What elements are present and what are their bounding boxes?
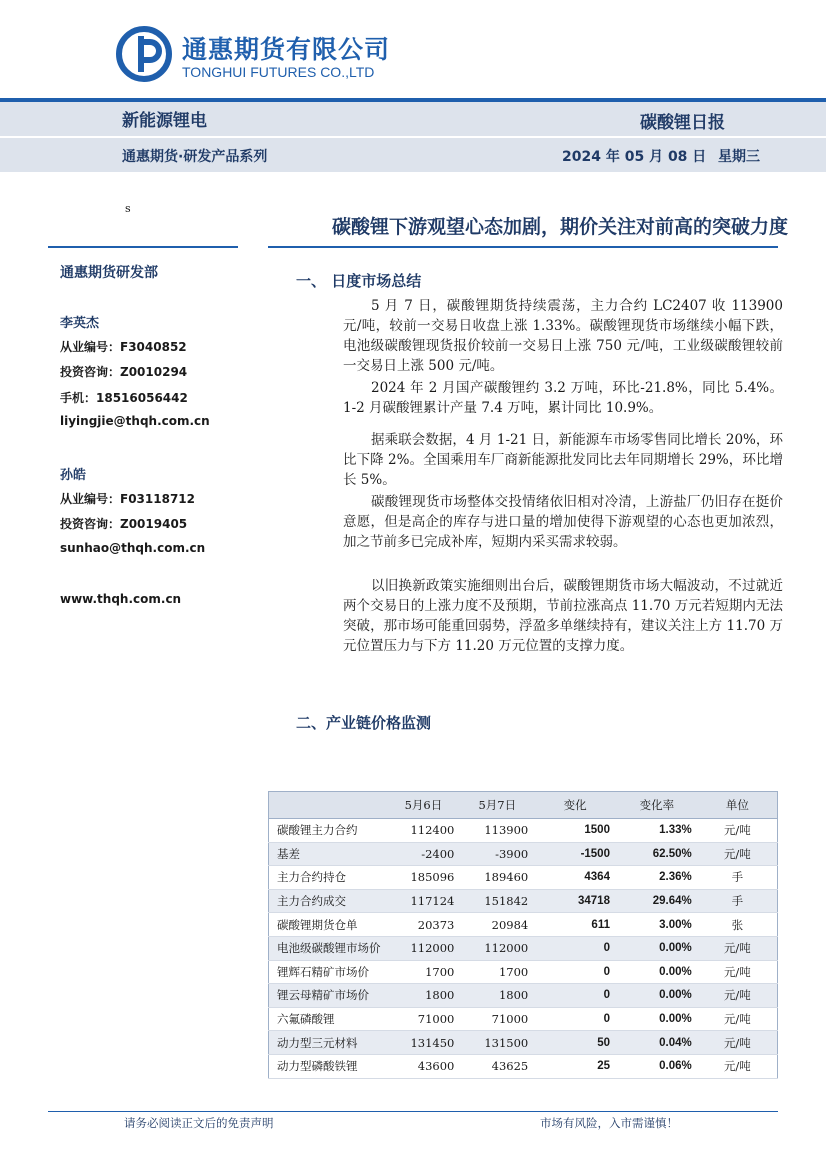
table-cell: 0	[534, 984, 616, 1008]
table-cell: -2400	[387, 842, 461, 866]
table-row	[269, 1054, 778, 1078]
table-cell: 189460	[460, 866, 534, 890]
row-label: 主力合约成交	[269, 889, 387, 913]
table-cell: 20373	[387, 913, 461, 937]
report-weekday: 星期三	[718, 149, 760, 165]
table-cell: 151842	[460, 889, 534, 913]
analyst-name: 孙皓	[60, 468, 87, 483]
row-label: 锂云母精矿市场价	[269, 984, 387, 1008]
report-title: 碳酸锂下游观望心态加剧，期价关注对前高的突破力度	[331, 216, 788, 238]
table-cell: 元/吨	[698, 1031, 778, 1055]
table-cell: 手	[698, 866, 778, 890]
company-logo-icon	[116, 26, 172, 82]
row-label: 电池级碳酸锂市场价	[269, 936, 387, 960]
table-row	[269, 913, 778, 937]
table-row	[269, 866, 778, 890]
table-row	[269, 936, 778, 960]
table-row	[269, 984, 778, 1008]
table-cell: 0.00%	[616, 1007, 698, 1031]
research-dept: 通惠期货研发部	[60, 265, 158, 281]
table-row	[269, 1007, 778, 1031]
table-cell: 117124	[387, 889, 461, 913]
table-cell: 29.64%	[616, 889, 698, 913]
summary-paragraph: 5 月 7 日，碳酸锂期货持续震荡，主力合约 LC2407 收 113900 元/吨，较前一交易日收盘上涨 1.33%。碳酸锂现货市场继续小幅下跌，电池级碳酸锂现货报价较前一交易日上涨 750 元/吨，工业级碳酸锂较前一交易日上涨 500 元/吨。	[343, 298, 783, 374]
analyst-name: 李英杰	[60, 316, 100, 331]
table-row	[269, 889, 778, 913]
report-category: 新能源锂电	[122, 111, 207, 131]
table-cell: 112000	[460, 936, 534, 960]
analyst-email[interactable]: liyingjie@thqh.com.cn	[60, 414, 210, 428]
analyst-license: 从业编号：F3040852	[60, 340, 187, 354]
table-header: 变化率	[616, 792, 698, 819]
table-cell: 2.36%	[616, 866, 698, 890]
risk-warning: 市场有风险，入市需谨慎！	[540, 1116, 678, 1130]
table-cell: 0.06%	[616, 1054, 698, 1078]
row-label: 主力合约持仓	[269, 866, 387, 890]
row-label: 动力型磷酸铁锂	[269, 1054, 387, 1078]
section-heading-price-monitor: 二、产业链价格监测	[296, 714, 432, 732]
summary-paragraph: 据乘联会数据，4 月 1-21 日，新能源车市场零售同比增长 20%，环比下降 2%。全国乘用车厂商新能源批发同比去年同期增长 29%，环比增长 5%。	[343, 432, 783, 488]
footer-rule	[48, 1111, 778, 1112]
table-cell: 185096	[387, 866, 461, 890]
table-cell: 手	[698, 889, 778, 913]
table-cell: -3900	[460, 842, 534, 866]
analyst-advisory: 投资咨询：Z0019405	[60, 517, 188, 531]
table-cell: 131500	[460, 1031, 534, 1055]
table-cell: -1500	[534, 842, 616, 866]
row-label: 基差	[269, 842, 387, 866]
table-cell: 62.50%	[616, 842, 698, 866]
table-cell: 元/吨	[698, 960, 778, 984]
table-cell: 3.00%	[616, 913, 698, 937]
table-cell: 43625	[460, 1054, 534, 1078]
table-cell: 1.33%	[616, 819, 698, 843]
table-cell: 0.04%	[616, 1031, 698, 1055]
table-cell: 112000	[387, 936, 461, 960]
analyst-email[interactable]: sunhao@thqh.com.cn	[60, 541, 206, 555]
table-cell: 张	[698, 913, 778, 937]
table-cell: 71000	[387, 1007, 461, 1031]
table-row	[269, 842, 778, 866]
table-cell: 1800	[387, 984, 461, 1008]
table-header: 5月7日	[460, 792, 534, 819]
table-cell: 20984	[460, 913, 534, 937]
table-cell: 0	[534, 960, 616, 984]
table-cell: 113900	[460, 819, 534, 843]
table-cell: 0.00%	[616, 936, 698, 960]
row-label: 碳酸锂主力合约	[269, 819, 387, 843]
price-monitor-table	[268, 791, 778, 1079]
header-band-top-rule	[0, 98, 826, 102]
table-row	[269, 1031, 778, 1055]
table-header: 5月6日	[387, 792, 461, 819]
row-label: 碳酸锂期货仓单	[269, 913, 387, 937]
row-label: 锂辉石精矿市场价	[269, 960, 387, 984]
summary-paragraph: 2024 年 2 月国产碳酸锂约 3.2 万吨，环比-21.8%，同比 5.4%。1-2 月碳酸锂累计产量 7.4 万吨，累计同比 10.9%。	[343, 380, 783, 416]
title-rule	[268, 246, 778, 248]
table-cell: 0.00%	[616, 960, 698, 984]
table-cell: 元/吨	[698, 842, 778, 866]
table-cell: 1500	[534, 819, 616, 843]
summary-paragraph: 碳酸锂现货市场整体交投情绪依旧相对冷清，上游盐厂仍旧存在挺价意愿，但是高企的库存与进口量的增加使得下游观望的心态也更加浓烈，加之节前多已完成补库，短期内采买需求较弱。	[343, 494, 783, 550]
report-date: 2024 年 05 月 08 日	[562, 149, 707, 165]
table-cell: 34718	[534, 889, 616, 913]
table-cell: 1700	[387, 960, 461, 984]
sidebar-top-rule	[48, 246, 238, 248]
table-cell: 131450	[387, 1031, 461, 1055]
disclaimer-notice[interactable]: 请务必阅读正文后的免责声明	[124, 1116, 274, 1130]
table-cell: 0.00%	[616, 984, 698, 1008]
table-header-row	[269, 792, 778, 819]
company-name-cn: 通惠期货有限公司	[182, 35, 391, 64]
table-row	[269, 960, 778, 984]
table-cell: 元/吨	[698, 1054, 778, 1078]
table-cell: 元/吨	[698, 1007, 778, 1031]
table-cell: 元/吨	[698, 936, 778, 960]
table-header	[269, 792, 387, 819]
section-heading-summary: 一、 日度市场总结	[296, 272, 422, 290]
company-website-link[interactable]: www.thqh.com.cn	[60, 592, 182, 606]
report-type: 碳酸锂日报	[640, 113, 725, 133]
stray-mark: s	[125, 202, 131, 215]
table-cell: 25	[534, 1054, 616, 1078]
table-cell: 611	[534, 913, 616, 937]
summary-paragraph: 以旧换新政策实施细则出台后，碳酸锂期货市场大幅波动，不过就近两个交易日的上涨力度不及预期，节前拉涨高点 11.70 万元若短期内无法突破，那市场可能重回弱势，浮盈多单继续持有，建议关注上方 11.70 万元位置压力与下方 11.20 万元位置的支撑力度。	[343, 578, 783, 654]
row-label: 动力型三元材料	[269, 1031, 387, 1055]
table-cell: 0	[534, 936, 616, 960]
table-cell: 1800	[460, 984, 534, 1008]
table-cell: 元/吨	[698, 984, 778, 1008]
table-cell: 0	[534, 1007, 616, 1031]
table-cell: 1700	[460, 960, 534, 984]
company-name-en: TONGHUI FUTURES CO.,LTD	[182, 64, 375, 80]
table-cell: 112400	[387, 819, 461, 843]
row-label: 六氟磷酸锂	[269, 1007, 387, 1031]
table-cell: 50	[534, 1031, 616, 1055]
header-band-divider	[0, 136, 826, 138]
table-header: 变化	[534, 792, 616, 819]
analyst-phone: 手机：18516056442	[60, 391, 188, 405]
analyst-advisory: 投资咨询：Z0010294	[60, 365, 188, 379]
table-row	[269, 819, 778, 843]
analyst-license: 从业编号：F03118712	[60, 492, 195, 506]
table-header: 单位	[698, 792, 778, 819]
table-cell: 43600	[387, 1054, 461, 1078]
table-cell: 4364	[534, 866, 616, 890]
product-series: 通惠期货·研发产品系列	[122, 149, 268, 165]
table-cell: 元/吨	[698, 819, 778, 843]
table-cell: 71000	[460, 1007, 534, 1031]
